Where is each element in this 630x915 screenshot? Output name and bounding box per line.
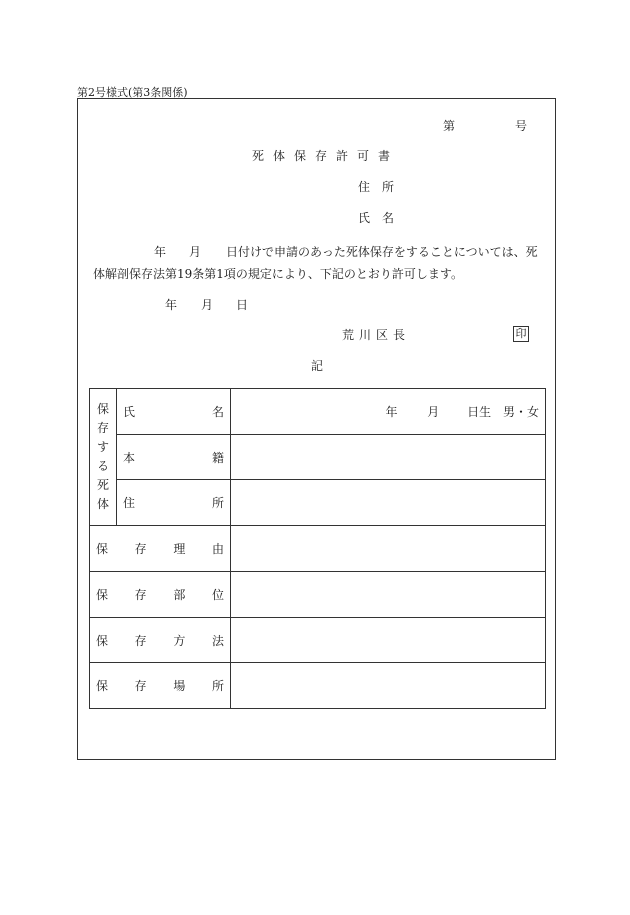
group-char: す xyxy=(96,440,109,454)
table-row xyxy=(90,435,546,480)
method-value-cell[interactable] xyxy=(231,618,546,663)
reason-value-cell[interactable] xyxy=(231,526,546,572)
address-value-cell[interactable] xyxy=(231,480,546,526)
label-char: 存 xyxy=(134,633,147,648)
number-go: 号 xyxy=(515,119,528,133)
date-month: 月 xyxy=(201,298,214,312)
body-line2-text: 体解剖保存法第19条第1項の規定により、下記のとおり許可します。 xyxy=(93,267,463,281)
group-char: 存 xyxy=(96,421,109,435)
body-year: 年 xyxy=(154,245,167,259)
label-char: 由 xyxy=(211,542,224,556)
details-table xyxy=(89,388,546,709)
label-char: 住 xyxy=(123,496,136,510)
label-char: 所 xyxy=(211,496,224,510)
label-char: 保 xyxy=(96,679,109,693)
label-char: 位 xyxy=(211,588,224,602)
label-char: 所 xyxy=(211,679,224,693)
ki-label: 記 xyxy=(311,359,324,373)
date-day: 日 xyxy=(236,298,249,312)
group-char: 保 xyxy=(96,402,109,416)
label-char: 保 xyxy=(96,588,109,602)
part-label-cell xyxy=(90,572,231,618)
place-label-cell xyxy=(90,663,231,709)
table-row xyxy=(90,480,546,526)
applicant-name-label: 氏 名 xyxy=(358,211,395,225)
part-value-cell[interactable] xyxy=(231,572,546,618)
sex-choice: 男・女 xyxy=(502,405,539,419)
label-char: 本 xyxy=(123,450,136,465)
birth-year: 年 xyxy=(385,405,398,419)
label-char: 存 xyxy=(134,542,147,556)
birth-month: 月 xyxy=(427,405,440,419)
group-char: る xyxy=(96,459,109,473)
address-label-cell xyxy=(117,480,231,526)
form-label: 第2号様式(第3条関係) xyxy=(77,86,188,99)
body-line1-text: 日付けで申請のあった死体保存をすることについては、死 xyxy=(226,245,538,259)
applicant-address-label: 住 所 xyxy=(358,180,395,194)
number-dai: 第 xyxy=(443,119,456,133)
table-row xyxy=(90,526,546,572)
label-char: 法 xyxy=(211,633,224,648)
label-char: 存 xyxy=(134,679,147,693)
label-char: 保 xyxy=(96,633,109,648)
label-char: 方 xyxy=(173,633,186,648)
name-label-cell xyxy=(117,389,231,435)
birth-day: 日生 xyxy=(467,405,492,419)
label-char: 部 xyxy=(173,588,186,602)
reason-label-cell xyxy=(90,526,231,572)
label-char: 籍 xyxy=(211,450,224,465)
seal-mark: 印 xyxy=(513,326,529,342)
document-title: 死体保存許可書 xyxy=(252,149,400,163)
date-year: 年 xyxy=(165,298,178,312)
body-month: 月 xyxy=(189,245,202,259)
group-char: 死 xyxy=(96,478,109,492)
table-row xyxy=(90,389,546,435)
label-char: 存 xyxy=(134,588,147,602)
label-char: 氏 xyxy=(123,405,136,419)
label-char: 名 xyxy=(211,405,224,419)
preserved-body-group-label xyxy=(90,389,117,526)
label-char: 理 xyxy=(173,542,186,556)
label-char: 場 xyxy=(173,679,186,693)
name-value-cell[interactable] xyxy=(231,389,546,435)
table-row xyxy=(90,572,546,618)
domicile-label-cell xyxy=(117,435,231,480)
group-char: 体 xyxy=(96,497,109,511)
place-value-cell[interactable] xyxy=(231,663,546,709)
issuer-title: 荒川区長 xyxy=(342,328,411,342)
method-label-cell xyxy=(90,618,231,663)
domicile-value-cell[interactable] xyxy=(231,435,546,480)
label-char: 保 xyxy=(96,542,109,556)
table-row xyxy=(90,618,546,663)
table-row xyxy=(90,663,546,709)
